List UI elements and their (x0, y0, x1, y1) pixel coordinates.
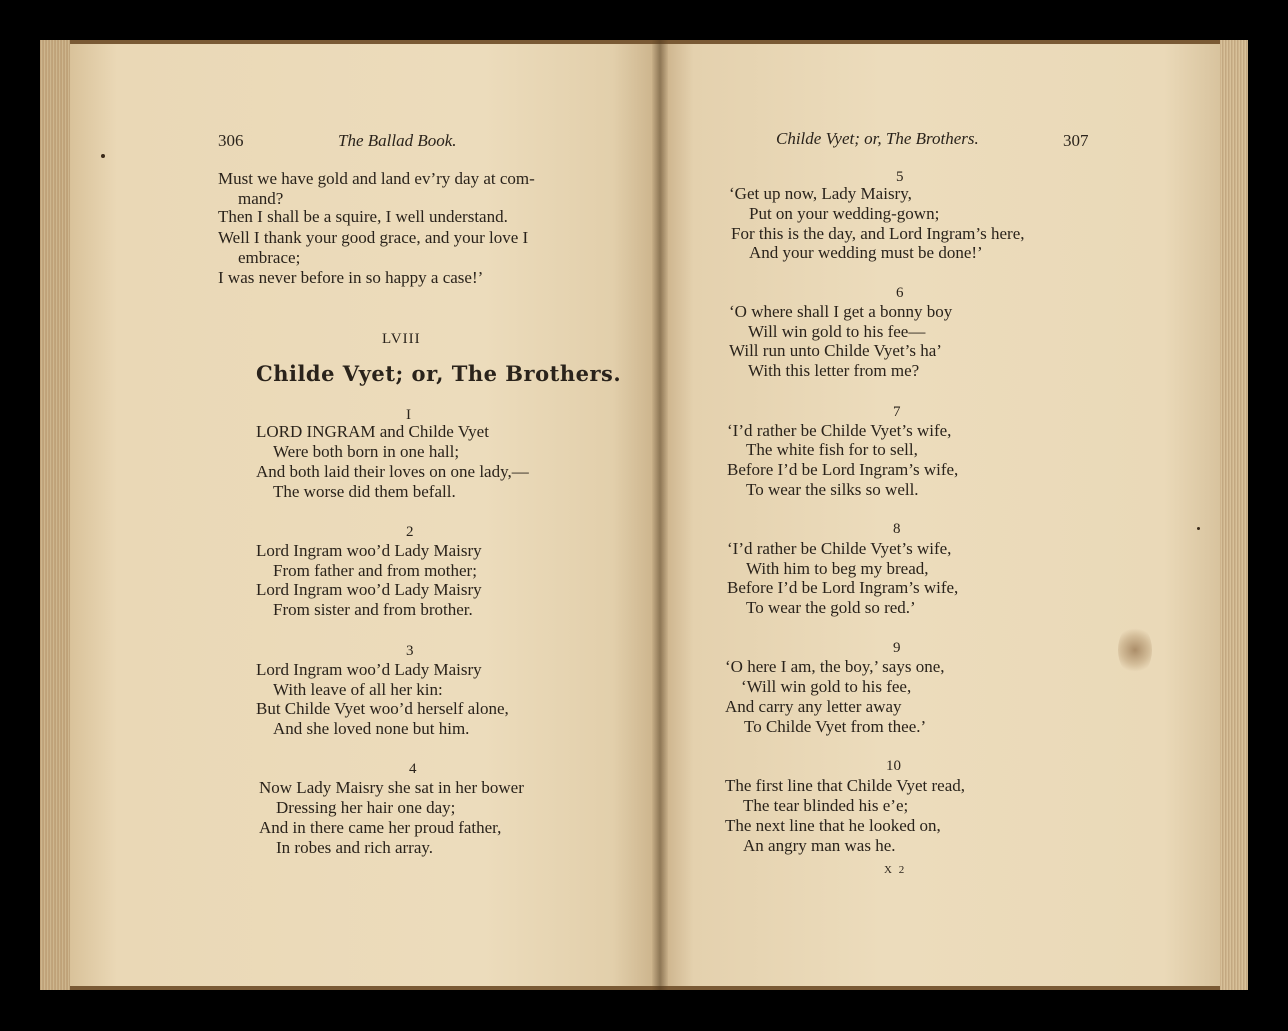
verse-line: And your wedding must be done!’ (749, 243, 983, 262)
text-line: Must we have gold and land ev’ry day at com- (218, 169, 535, 188)
ballad-title: Childe Vyet; or, The Brothers. (256, 361, 622, 386)
verse-line: With leave of all her kin: (273, 680, 443, 699)
stanza-number: 7 (893, 404, 901, 420)
stanza-number: 8 (893, 521, 901, 537)
left-page-edges (40, 40, 70, 990)
verse-line: From father and from mother; (273, 561, 477, 580)
verse-line: Before I’d be Lord Ingram’s wife, (727, 578, 959, 597)
text-line: mand? (238, 189, 284, 208)
left-page-number: 306 (218, 131, 244, 150)
verse-line: From sister and from brother. (273, 600, 473, 619)
right-page-number: 307 (1063, 131, 1089, 150)
verse-line: But Childe Vyet woo’d herself alone, (256, 699, 509, 718)
ballad-number: LVIII (382, 331, 421, 347)
verse-line: An angry man was he. (743, 836, 896, 855)
verse-line: And in there came her proud father, (259, 818, 502, 837)
text-line: embrace; (238, 248, 301, 267)
verse-line: For this is the day, and Lord Ingram’s here, (731, 224, 1025, 243)
left-running-head: The Ballad Book. (338, 131, 457, 150)
verse-line: Will run unto Childe Vyet’s ha’ (729, 341, 942, 360)
stanza-number: I (406, 407, 411, 423)
right-running-head: Childe Vyet; or, The Brothers. (776, 129, 979, 148)
verse-line: ‘Get up now, Lady Maisry, (729, 184, 912, 203)
stanza-number: 3 (406, 643, 414, 659)
signature-mark: X 2 (884, 864, 907, 876)
text-line: Well I thank your good grace, and your love I (218, 228, 529, 247)
verse-line: And she loved none but him. (273, 719, 470, 738)
verse-line: Were both born in one hall; (273, 442, 460, 461)
verse-line: And carry any letter away (725, 697, 902, 716)
verse-line: Will win gold to his fee— (748, 322, 926, 341)
verse-line: The next line that he looked on, (725, 816, 941, 835)
verse-line: ‘O where shall I get a bonny boy (729, 302, 953, 321)
verse-line: Before I’d be Lord Ingram’s wife, (727, 460, 959, 479)
verse-line: The worse did them befall. (273, 482, 456, 501)
stanza-number: 6 (896, 285, 904, 301)
verse-line: With him to beg my bread, (746, 559, 929, 578)
verse-line: In robes and rich array. (276, 838, 434, 857)
verse-line: Dressing her hair one day; (276, 798, 456, 817)
verse-line: ‘O here I am, the boy,’ says one, (725, 657, 945, 676)
verse-line: LORD INGRAM and Childe Vyet (256, 422, 489, 441)
verse-line: To wear the gold so red.’ (746, 598, 916, 617)
verse-line: The tear blinded his e’e; (743, 796, 909, 815)
paper-stain (1118, 624, 1152, 676)
stanza-number: 10 (886, 758, 901, 774)
verse-line: Lord Ingram woo’d Lady Maisry (256, 580, 482, 599)
verse-line: To Childe Vyet from thee.’ (744, 717, 927, 736)
verse-line: With this letter from me? (748, 361, 920, 380)
stanza-number: 5 (896, 169, 904, 185)
verse-line: ‘Will win gold to his fee, (741, 677, 912, 696)
stanza-number: 9 (893, 640, 901, 656)
right-page-edges (1220, 40, 1248, 990)
verse-line: ‘I’d rather be Childe Vyet’s wife, (727, 539, 952, 558)
stanza-number: 2 (406, 524, 414, 540)
text-line: I was never before in so happy a case!’ (218, 268, 484, 287)
paper-speck (1197, 527, 1200, 530)
verse-line: Lord Ingram woo’d Lady Maisry (256, 541, 482, 560)
verse-line: And both laid their loves on one lady,— (256, 462, 529, 481)
verse-line: Now Lady Maisry she sat in her bower (259, 778, 524, 797)
verse-line: Put on your wedding-gown; (749, 204, 940, 223)
verse-line: To wear the silks so well. (746, 480, 919, 499)
verse-line: ‘I’d rather be Childe Vyet’s wife, (727, 421, 952, 440)
paper-speck (101, 154, 105, 158)
verse-line: The first line that Childe Vyet read, (725, 776, 965, 795)
text-line: Then I shall be a squire, I well understand. (218, 207, 508, 226)
verse-line: The white fish for to sell, (746, 440, 918, 459)
verse-line: Lord Ingram woo’d Lady Maisry (256, 660, 482, 679)
book-gutter (652, 40, 668, 990)
stanza-number: 4 (409, 761, 417, 777)
